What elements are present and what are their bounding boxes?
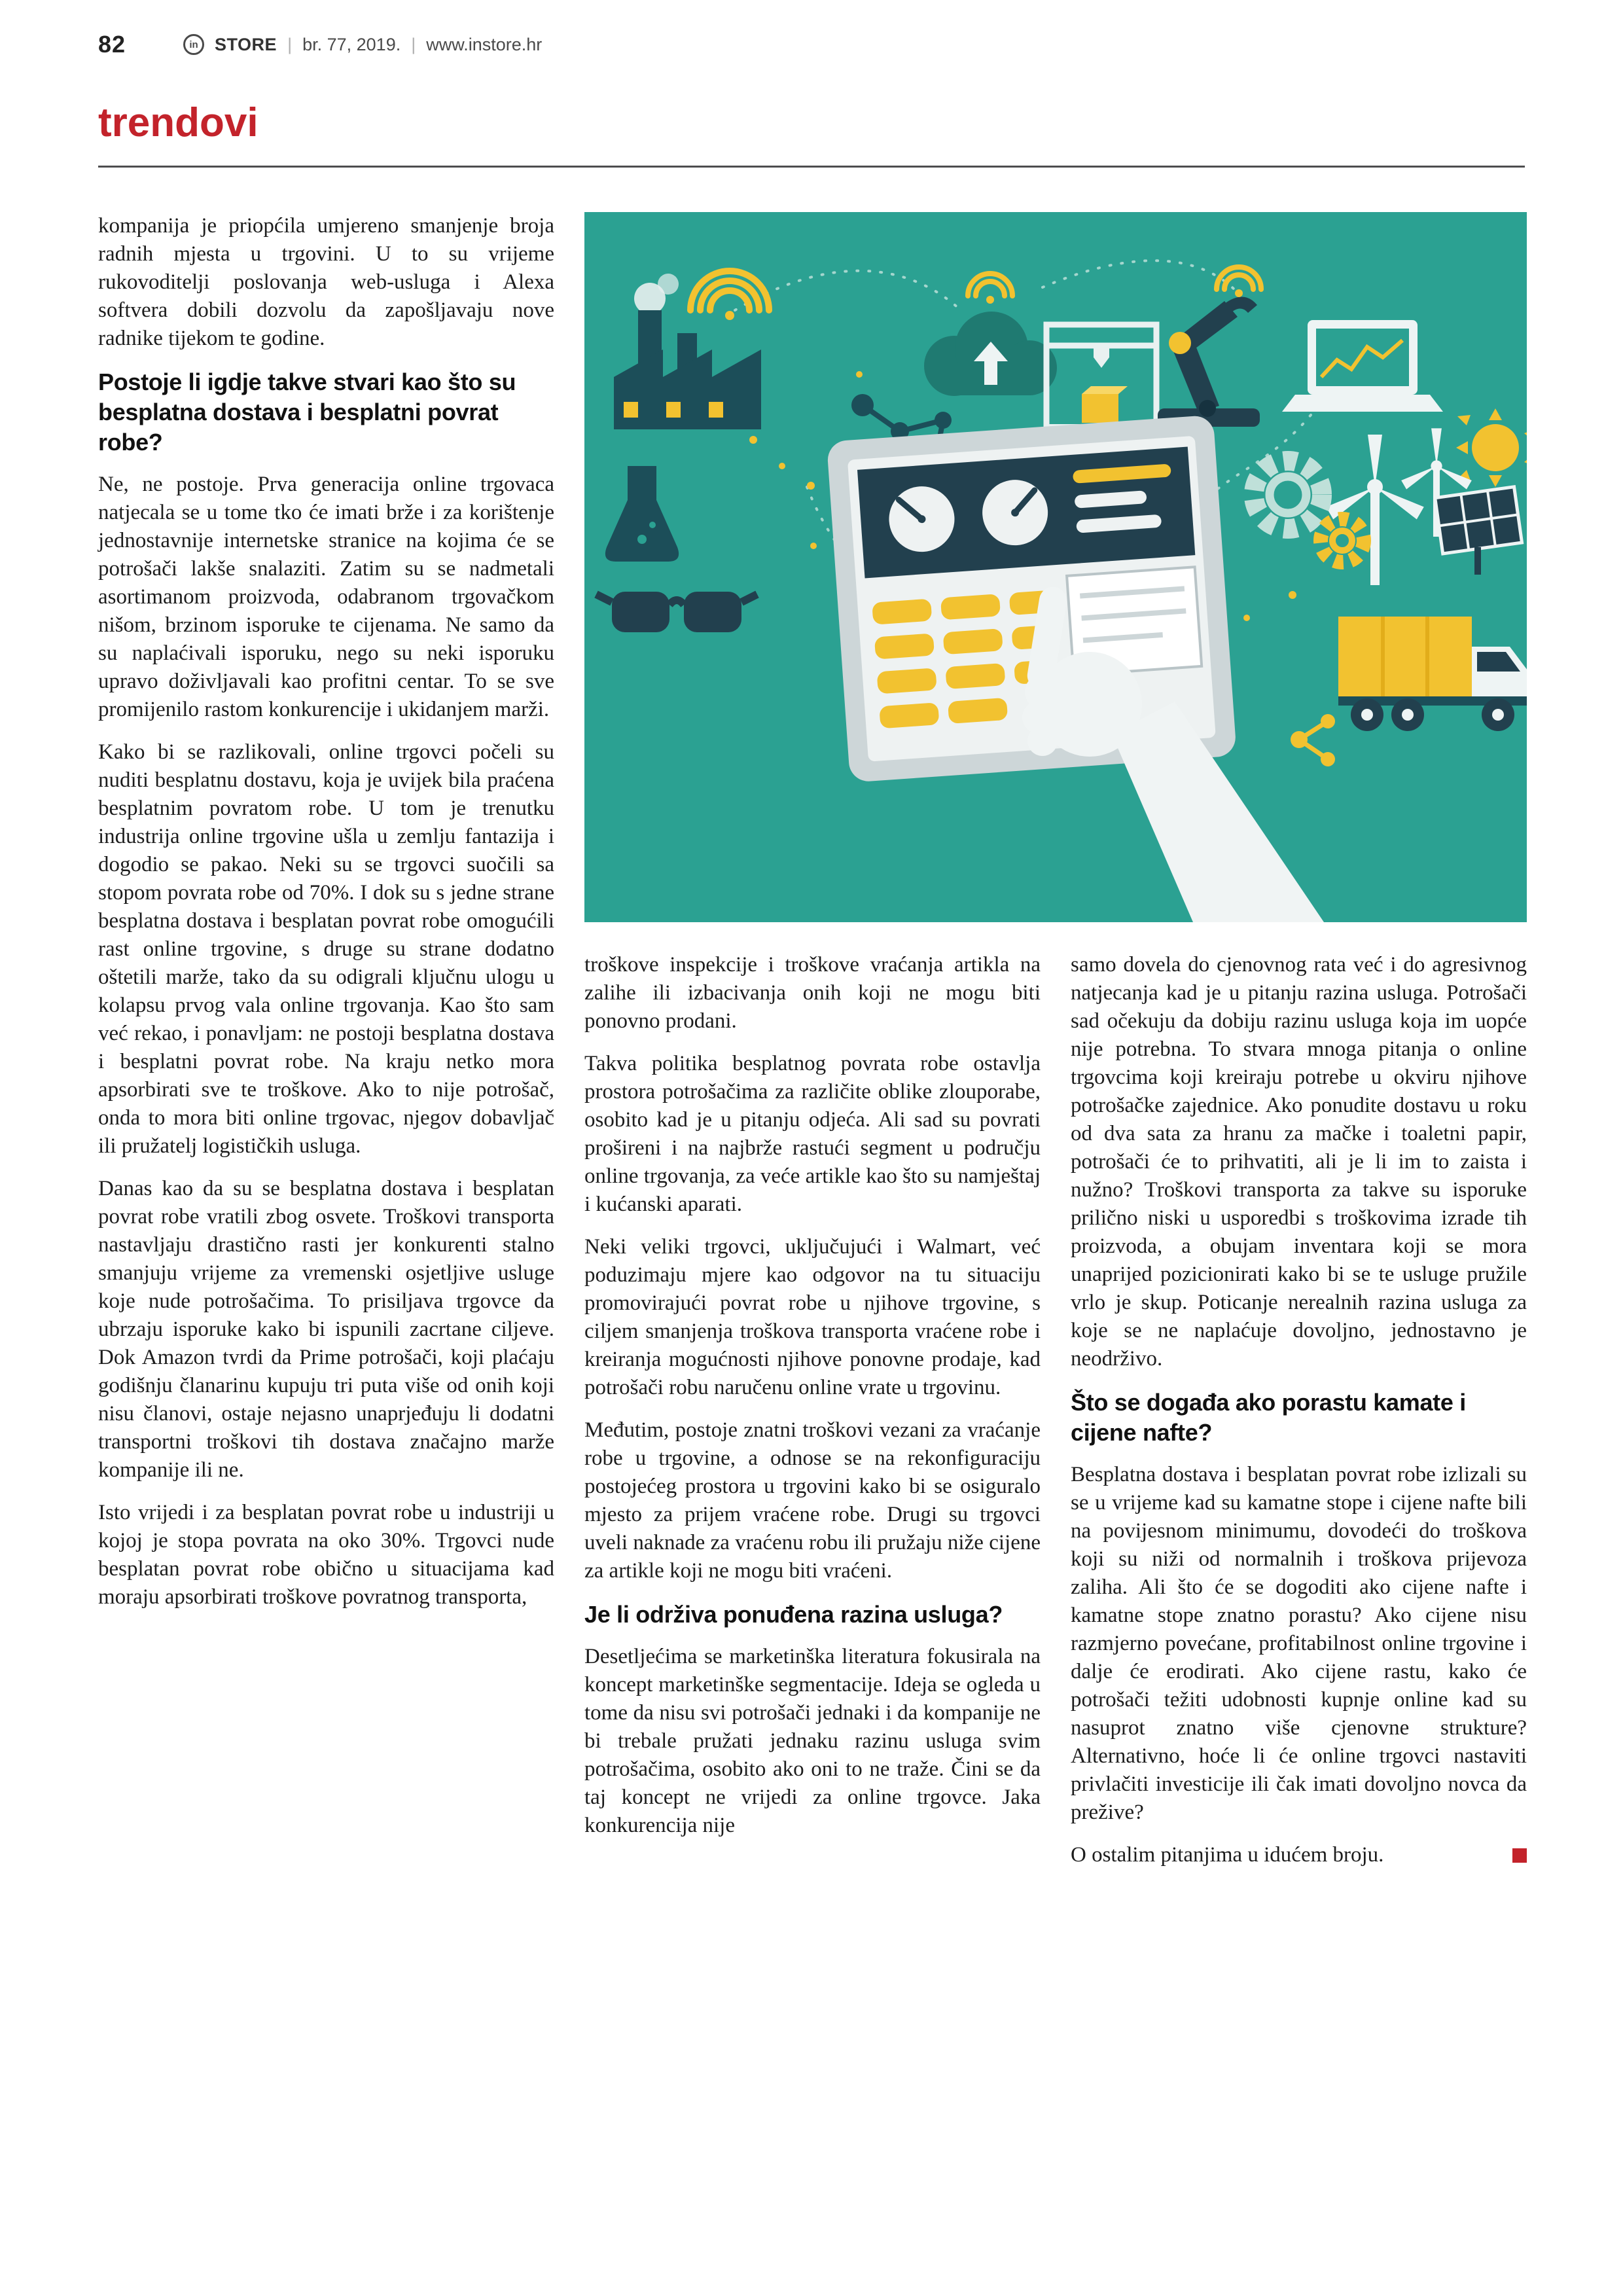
paragraph: Kako bi se razlikovali, online trgovci počeli su nuditi besplatnu dostavu, koja je uvijek bila praćena besplatnim povratom robe. U tom je trenutku industrija online trgovine ušla u zemlju fantazija i dogodio se pakao. Neki su se trgovci suočili sa stopom povrata robe od 70%. I dok su s jedne strane besplatna dostava i besplatan povrat robe omogućili rast online trgovine, s druge su strane dodatno oštetili marže, tako da su odigrali ključnu ulogu u kolapsu prvog vala online trgovanja. Kao što sam već rekao, i ponavljam: ne postoji besplatna dostava i besplatni povrat robe. Na kraju netko mora apsorbirati sve te troškove. Ako to nije potrošač, onda to mora biti online trgovac, njegov dobavljač ili pružatelj logističkih usluga. — [98, 740, 554, 1158]
article — [98, 212, 1525, 1869]
paragraph: Danas kao da su se besplatna dostava i besplatan povrat robe vratili zbog osvete. Troškovi transporta nastavljaju drastično rasti jer konkurenti stalno smanjuju vrijeme za vremenski osjetljive usluge koje nude potrošačima. To prisiljava trgovce da ubrzaju isporuke kako bi ispunili zacrtane ciljeve. Dok Amazon tvrdi da Prime potrošači, koji plaćaju godišnju članarinu kupuju tri puta više od onih koji nisu članovi, ostaje nejasno unaprjeđuju li dodatni transportni troškovi tih dostava značajno marže kompanije ili ne. — [98, 1177, 554, 1482]
paragraph: Desetljećima se marketinška literatura fokusirala na koncept marketinške segmentacije. Ideja se ogleda u tome da nisu svi potrošači jednaki i da kompanije ne bi trebale pružati jednaku razinu usluga svim potrošačima, osobito ako oni to ne traže. Čini se da taj koncept ne vrijedi za online trgovce. Jaka konkurencija nije — [584, 1645, 1041, 1837]
closing-text: O ostalim pitanjima u idućem broju. — [1071, 1843, 1384, 1867]
paragraph: Neki veliki trgovci, uključujući i Walmart, već poduzimaju mjere kao odgovor na tu situaciju promovirajući povrat robe u njihove trgovine, s ciljem smanjenja troškova transporta vraćene robe i kreiranja mogućnosti njihove ponovne prodaje, kad potrošači robu naručenu online vrate u trgovinu. — [584, 1235, 1041, 1399]
paragraph: troškove inspekcije i troškove vraćanja artikla na zalihe ili izbacivanja onih koji ne mogu biti ponovno prodani. — [584, 953, 1041, 1033]
iot-illustration — [584, 212, 1527, 922]
paragraph: Međutim, postoje znatni troškovi vezani za vraćanje robe u trgovine, a odnose se na rekonfiguraciju postojećeg prostora u trgovini kako bi se osiguralo mjesto za prijem vraćene robe. Drugi su trgovci uveli naknade za vraćenu robu ili pružaju niže cijene za artikle koji ne mogu biti vraćeni. — [584, 1418, 1041, 1583]
divider-rule — [98, 166, 1525, 168]
masthead — [183, 34, 542, 55]
article-illustration — [584, 212, 1527, 922]
article-column-middle — [584, 951, 1041, 1854]
paragraph: Ne, ne postoje. Prva generacija online trgovaca natjecala se u tome tko će imati brže i za korištenje jednostavnije internetske stranice na kojima će se potrošači lakše snalaziti. Zatim su se nadmetali asortimanom proizvoda, odabranom trgovačkom nišom, brzinom isporuke te cijenama. Ne samo da su naplaćivali isporuku, nego su neki isporuku upravo doživljavali kao profitni centar. To se sve promijenilo rastom konkurencije i ukidanjem marži. — [98, 473, 554, 721]
issue-number: br. 77, 2019. — [302, 34, 401, 54]
paragraph: Besplatna dostava i besplatan povrat robe izlizali su se u vrijeme kad su kamatne stope i cijene nafte bili na povijesnom minimumu, dovodeći do troškova koji su niži od normalnih i troškova prijevoza zaliha. Ali što će se dogoditi ako cijene nafte i kamatne stope znatno porastu? Ako cijene nisu razmjerno povećane, profitabilnost online trgovine i dalje će erodirati. Ako cijene rastu, kako će potrošači težiti udobnosti kupnje online kad su nasuprot znatno više cjenovne strukture? Alternativno, hoće li će online trgovci nastaviti privlačiti investicije ili čak imati dovoljno novca da prežive? — [1071, 1463, 1527, 1824]
paragraph: Takva politika besplatnog povrata robe ostavlja prostora potrošačima za različite oblike zlouporabe, osobito kad je u pitanju odjeća. Ali sad su povrati prošireni i na najbrže rastući segment u području online trgovanja, za veće artikle kao što su namještaj i kućanski aparati. — [584, 1052, 1041, 1216]
subheading: Postoje li igdje takve stvari kao što su besplatna dostava i besplatni povrat robe? — [98, 368, 516, 456]
separator: | — [287, 34, 293, 54]
page-header — [98, 30, 1525, 59]
page-number: 82 — [98, 31, 126, 58]
brand-name: STORE — [215, 34, 277, 54]
closing-line — [1071, 1841, 1527, 1869]
instore-logo-icon: in — [183, 34, 204, 55]
paragraph: kompanija je priopćila umjereno smanjenje broja radnih mjesta u trgovini. U to su vrijeme rukovoditelji poslovanja web-usluga i Alexa softvera dobili dozvolu da zapošljavaju nove radnike tijekom te godine. — [98, 214, 554, 350]
end-mark — [1512, 1848, 1527, 1863]
separator: | — [411, 34, 416, 54]
article-column-left — [98, 212, 554, 1626]
article-column-right — [1071, 951, 1527, 1869]
section-title: trendovi — [98, 100, 259, 145]
paragraph: Isto vrijedi i za besplatan povrat robe u industriji u kojoj je stopa povrata na oko 30%. Trgovci nude besplatan povrat robe obično u situacijama kad moraju apsorbirati troškove povratnog transporta, — [98, 1501, 554, 1609]
website-url: www.instore.hr — [426, 34, 543, 54]
subheading: Što se događa ako porastu kamate i cijene nafte? — [1071, 1389, 1466, 1446]
paragraph: samo dovela do cjenovnog rata već i do agresivnog natjecanja kad je u pitanju razina usluga. Potrošači sad očekuju da dobiju razinu usluga koja im uopće nije potrebna. To stvara mnoga pitanja o online trgovcima koji kreiraju potrebe u okviru njihove potrošačke zajednice. Ako ponudite dostavu u roku od dva sata za hranu za mačke i toaletni papir, potrošači će to prihvatiti, ali je li im to zaista i nužno? Troškovi transporta za takve su isporuke prilično niski u usporedbi s troškovima izrade tih proizvoda, a obujam inventara koji se mora unaprijed pozicionirati kako bi se te usluge pružile vrlo je skup. Poticanje nerealnih razina usluga za koje se ne naplaćuje dovoljno, jednostavno je neodrživo. — [1071, 953, 1527, 1371]
subheading: Je li održiva ponuđena razina usluga? — [584, 1601, 1003, 1628]
